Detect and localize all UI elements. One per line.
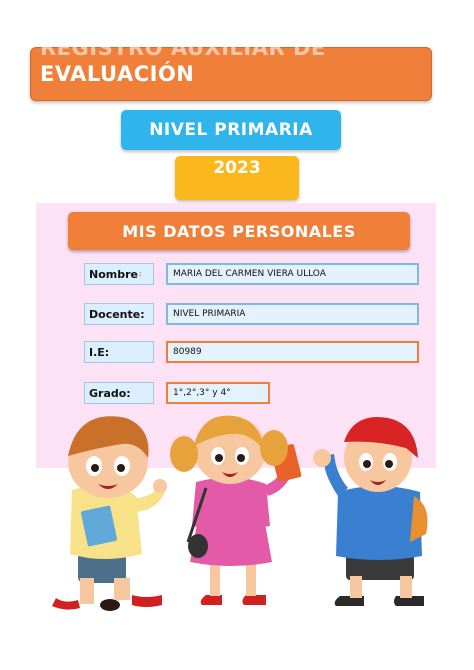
- title-line-1: REGISTRO AUXILIAR DE: [40, 36, 326, 60]
- name-label-colon: :: [138, 270, 142, 278]
- title-line-2: EVALUACIÓN: [40, 62, 195, 86]
- girl-middle-figure: [170, 416, 302, 605]
- section-title-text: MIS DATOS PERSONALES: [122, 221, 356, 241]
- boy-right-figure: [313, 417, 428, 606]
- year-text: 2023: [213, 158, 261, 178]
- grade-label-text: Grado:: [89, 386, 131, 400]
- teacher-field[interactable]: [166, 303, 419, 325]
- school-field[interactable]: [166, 341, 419, 363]
- school-value: 80989: [173, 347, 202, 357]
- teacher-label: [84, 303, 154, 325]
- level-badge: [121, 110, 341, 150]
- level-text: NIVEL PRIMARIA: [149, 120, 313, 140]
- teacher-value: NIVEL PRIMARIA: [173, 309, 246, 319]
- name-label-text: Nombre: [89, 267, 138, 281]
- name-value: MARIA DEL CARMEN VIERA ULLOA: [173, 269, 326, 279]
- school-label-text: I.E:: [89, 345, 110, 359]
- boy-left-figure: [52, 416, 167, 611]
- kids-illustration: [0, 400, 474, 630]
- school-label: [84, 341, 154, 363]
- grade-value: 1°,2°,3° y 4°: [173, 388, 231, 398]
- teacher-label-text: Docente:: [89, 307, 145, 321]
- section-title: [68, 212, 410, 250]
- year-badge: [175, 156, 299, 200]
- name-label: [84, 263, 154, 285]
- name-field[interactable]: [166, 263, 419, 285]
